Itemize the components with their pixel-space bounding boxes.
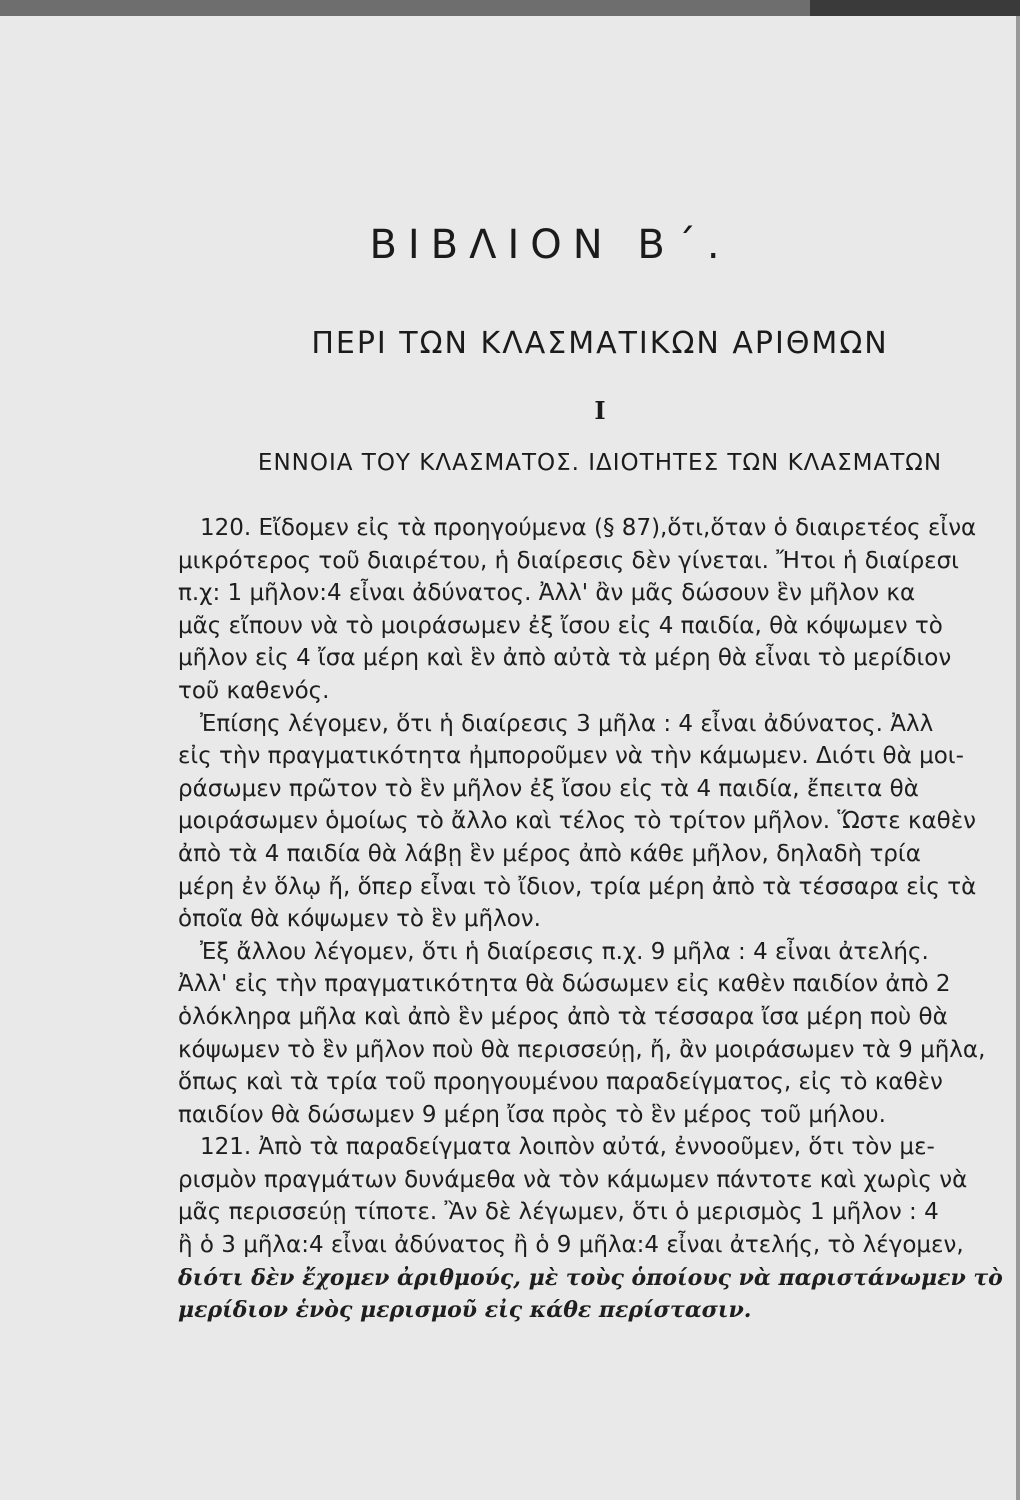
section-number: I — [594, 396, 606, 425]
text-line: εἰς τὴν πραγματικότητα ἠμποροῦμεν νὰ τὴν κάμωμεν. Διότι θὰ μοι- — [178, 743, 964, 770]
text-line: παιδίον θὰ δώσωμεν 9 μέρη ἴσα πρὸς τὸ ἓν μέρος τοῦ μήλου. — [178, 1101, 886, 1128]
text-line: μᾶς περισσεύῃ τίποτε. Ἂν δὲ λέγωμεν, ὅτι ὁ μερισμὸς 1 μῆλον : 4 — [178, 1199, 939, 1226]
text-line: μικρότερος τοῦ διαιρέτου, ἡ διαίρεσις δὲν γίνεται. Ἤτοι ἡ διαίρεσι — [178, 547, 959, 574]
text-line: ὅπως καὶ τὰ τρία τοῦ προηγουμένου παραδείγματος, εἰς τὸ καθὲν — [178, 1069, 943, 1096]
text-line: ὁποῖα θὰ κόψωμεν τὸ ἓν μῆλον. — [178, 906, 541, 933]
text-line: μᾶς εἴπουν νὰ τὸ μοιράσωμεν ἐξ ἴσου εἰς 4 παιδία, θὰ κόψωμεν τὸ — [178, 612, 943, 639]
text-line: 121. Ἀπὸ τὰ παραδείγματα λοιπὸν αὐτά, ἐννοοῦμεν, ὅτι τὸν με- — [200, 1134, 935, 1161]
text-line: 120. Εἴδομεν εἰς τὰ προηγούμενα (§ 87),ὅτι,ὅταν ὁ διαιρετέος εἶνα — [200, 515, 977, 541]
section-title: ΕΝΝΟΙΑ ΤΟΥ ΚΛΑΣΜΑΤΟΣ. ΙΔΙΟΤΗΤΕΣ ΤΩΝ ΚΛΑΣΜΑΤΩΝ — [257, 450, 943, 476]
text-line: ὁλόκληρα μῆλα καὶ ἀπὸ ἓν μέρος ἀπὸ τὰ τέσσαρα ἴσα μέρη ποὺ θὰ — [178, 1003, 948, 1030]
text-line: Ἐξ ἄλλου λέγομεν, ὅτι ἡ διαίρεσις π.χ. 9 μῆλα : 4 εἶναι ἀτελής. — [200, 938, 929, 965]
text-line: Ἀλλ' εἰς τὴν πραγματικότητα θὰ δώσωμεν εἰς καθὲν παιδίον ἀπὸ 2 — [178, 971, 951, 998]
book-title: ΒΙΒΛΙΟΝ Β΄. — [369, 222, 731, 268]
text-line: μῆλον εἰς 4 ἴσα μέρη καὶ ἓν ἀπὸ αὐτὰ τὰ μέρη θὰ εἶναι τὸ μερίδιον — [178, 645, 952, 672]
text-line-emphasis: μερίδιον ἑνὸς μερισμοῦ εἰς κάθε περίστασιν. — [178, 1297, 752, 1324]
text-line: τοῦ καθενός. — [178, 677, 330, 704]
text-line: π.χ: 1 μῆλον:4 εἶναι ἀδύνατος. Ἀλλ' ἂν μᾶς δώσουν ἓν μῆλον κα — [178, 580, 916, 607]
text-line: κόψωμεν τὸ ἓν μῆλον ποὺ θὰ περισσεύῃ, ἤ, ἂν μοιράσωμεν τὰ 9 μῆλα, — [178, 1036, 986, 1063]
text-line: ἢ ὁ 3 μῆλα:4 εἶναι ἀδύνατος ἢ ὁ 9 μῆλα:4 εἶναι ἀτελής, τὸ λέγομεν, — [178, 1232, 964, 1259]
text-line: Ἐπίσης λέγομεν, ὅτι ἡ διαίρεσις 3 μῆλα : 4 εἶναι ἀδύνατος. Ἀλλ — [200, 710, 934, 737]
chapter-title: ΠΕΡΙ ΤΩΝ ΚΛΑΣΜΑΤΙΚΩΝ ΑΡΙΘΜΩΝ — [311, 326, 889, 361]
text-line: μοιράσωμεν ὁμοίως τὸ ἄλλο καὶ τέλος τὸ τρίτον μῆλον. Ὥστε καθὲν — [178, 808, 977, 835]
body-text — [178, 512, 1020, 1327]
text-line: ράσωμεν πρῶτον τὸ ἓν μῆλον ἐξ ἴσου εἰς τὰ 4 παιδία, ἔπειτα θὰ — [178, 775, 919, 802]
text-line: ρισμὸν πραγμάτων δυνάμεθα νὰ τὸν κάμωμεν πάντοτε καὶ χωρὶς νὰ — [178, 1166, 968, 1193]
text-line: ἀπὸ τὰ 4 παιδία θὰ λάβῃ ἓν μέρος ἀπὸ κάθε μῆλον, δηλαδὴ τρία — [178, 840, 921, 867]
text-line: μέρη ἐν ὅλῳ ἤ, ὅπερ εἶναι τὸ ἴδιον, τρία μέρη ἀπὸ τὰ τέσσαρα εἰς τὰ — [178, 873, 977, 900]
text-line-emphasis: διότι δὲν ἔχομεν ἀριθμούς, μὲ τοὺς ὁποίους νὰ παριστάνωμεν τὸ — [178, 1264, 1003, 1291]
